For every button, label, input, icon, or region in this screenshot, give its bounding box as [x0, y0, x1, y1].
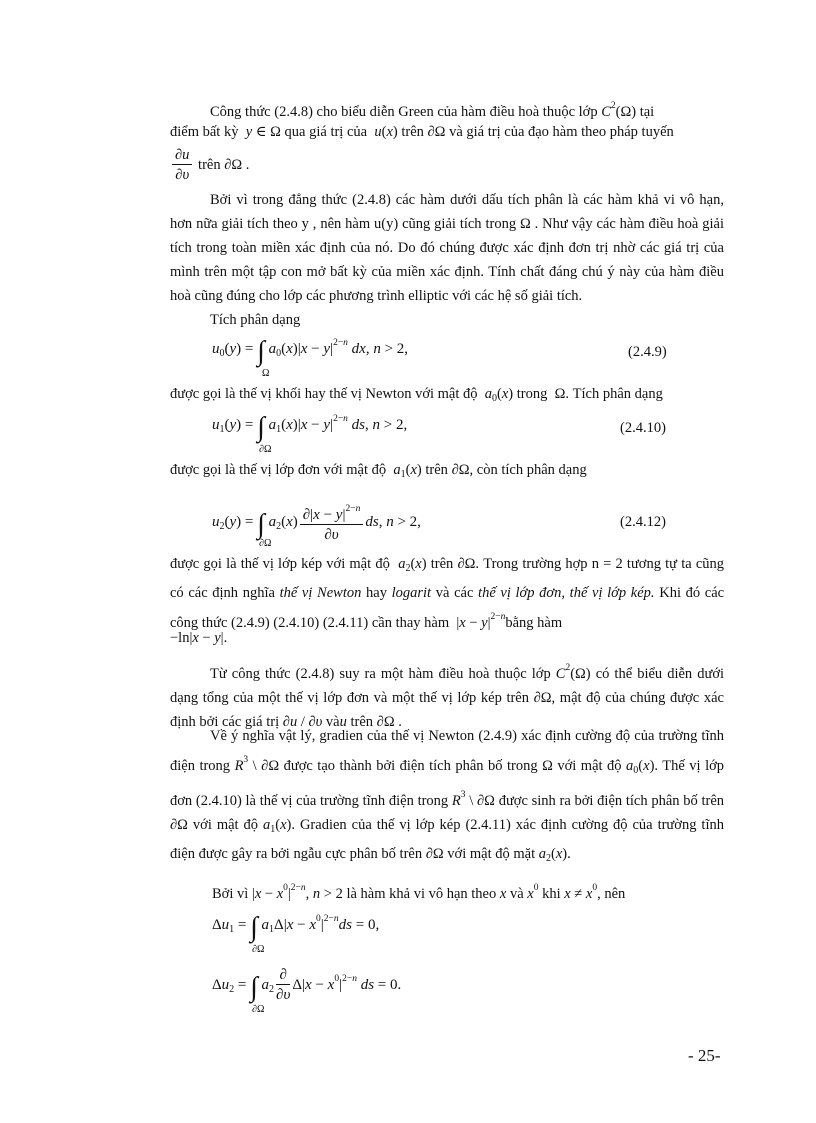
equation-number-249: (2.4.9)	[628, 344, 667, 360]
paragraph-integral-form: Tích phân dạng	[210, 312, 301, 328]
equation-laplace-u1: $\Delta u_1$ = ∫ $a_1\Delta|x - x^0|^{2-n}ds = 0$,	[212, 912, 380, 943]
paragraph-green-representation: Công thức (2.4.8) cho biểu diễn Green của hàm điều hoà thuộc lớp $C^2(\Omega)$ tại	[210, 101, 655, 120]
normal-derivative-line: $\frac{\partial u}{\partial\upsilon}$ trên ∂Ω .	[170, 146, 724, 185]
equation-single-layer: $u_1(y)$ = ∫ $a_1(x)|x - y|^{2-n}$ ds, n > 2,	[212, 412, 408, 443]
integral-domain-boundary-2: ∂Ω	[259, 538, 272, 549]
paragraph-double-layer-definition: được gọi là thế vị lớp kép với mật độ $a_2(x)$ trên ∂Ω. Trong trường hợp n = 2 tương tự ta cũng có các định nghĩa thế vị Newton hay logarit và các thế vị lớp đơn, thế vị lớp kép. Khi đó các công thức (2.4.9) (2.4.10) (2.4.11) cần thay hàm $|x - y|^{2-n}bằng$ hàm	[170, 556, 725, 631]
equation-double-layer: $u_2(y)$ = ∫ $a_2(x)$ $\frac{\partial|x - y|^{2-n}}{\partial\upsilon}$ ds, n > 2,	[212, 500, 421, 545]
paragraph-single-layer-definition: được gọi là thế vị lớp đơn với mật độ $a_1(x)$ trên ∂Ω, còn tích phân dạng	[170, 462, 587, 480]
integral-domain-boundary: ∂Ω	[259, 444, 272, 455]
paragraph-infinitely-differentiable: Bởi vì $|x - x^0|^{2-n}$, n > 2 là hàm khả vi vô hạn theo x và $x^0$ khi $x \ne x^0$, nên	[212, 883, 626, 902]
equation-number-2410: (2.4.10)	[620, 420, 666, 436]
paragraph-newton-definition: được gọi là thế vị khối hay thế vị Newton với mật độ $a_0(x)$ trong Ω. Tích phân dạng	[170, 386, 663, 404]
equation-number-2412: (2.4.12)	[620, 514, 666, 530]
page-number: - 25-	[688, 1046, 721, 1065]
integral-domain-boundary-3: ∂Ω	[252, 944, 265, 955]
equation-laplace-u2: $\Delta u_2$ = ∫ $a_2$ $\frac{\partial}{\partial\upsilon}$ $\Delta|x - x^0|^{2-n}$ ds = 0.	[212, 967, 402, 1003]
integral-domain-omega: Ω	[262, 368, 270, 379]
paragraph-analyticity: Bởi vì trong đẳng thức (2.4.8) các hàm dưới dấu tích phân là các hàm khả vi vô hạn, hơn nữa giải tích theo y , nên hàm u(y) cũng giải tích trong Ω . Như vậy các hàm điều hoà giải tích trong toàn miền xác định của nó. Do đó chúng được xác định đơn trị nhờ các giá trị của mình trên một tập con mở bất kỳ của miền xác định. Tính chất đáng chú ý này của hàm điều hoà cũng đúng cho lớp các phương trình elliptic với các hệ số giải tích.	[170, 192, 724, 304]
log-function-line: −ln|x − y|.	[170, 630, 228, 646]
du-dnu-fraction: $\frac{\partial u}{\partial\upsilon}$	[172, 146, 192, 185]
equation-newton-potential: $u_0(y)$ = ∫ $a_0(x)|x - y|^{2-n}$ dx, n > 2,	[212, 336, 409, 367]
integral-domain-boundary-4: ∂Ω	[252, 1004, 265, 1015]
paragraph-physical-meaning: Về ý nghĩa vật lý, gradien của thế vị Newton (2.4.9) xác định cường độ của trường tĩnh điện trong $R^3$ \ ∂Ω được tạo thành bởi điện tích phân bố trong Ω với mật độ $a_0(x)$. Thế vị lớp đơn (2.4.10) là thế vị của trường tĩnh điện trong $R^3$ \ ∂Ω được sinh ra bởi điện tích phân bố trên ∂Ω với mật độ $a_1(x)$. Gradien của thế vị lớp kép (2.4.11) xác định cường độ của trường tĩnh điện được gây ra bởi ngẫu cực phân bố trên ∂Ω với mật độ mặt $a_2(x)$.	[170, 728, 725, 864]
paragraph-representation-sum: Từ công thức (2.4.8) suy ra một hàm điều hoà thuộc lớp $C^2(\Omega)$ có thể biểu diễn dưới dạng tổng của một thế vị lớp đơn và một thế vị lớp kép trên ∂Ω, mật độ của chúng được xác định bởi các giá trị ∂u / ∂υ vàu trên ∂Ω .	[170, 663, 725, 730]
paragraph-green-representation-line2: điểm bất kỳ y ∈ Ω qua giá trị của u(x) trên ∂Ω và giá trị của đạo hàm theo pháp tuyến	[170, 124, 674, 140]
